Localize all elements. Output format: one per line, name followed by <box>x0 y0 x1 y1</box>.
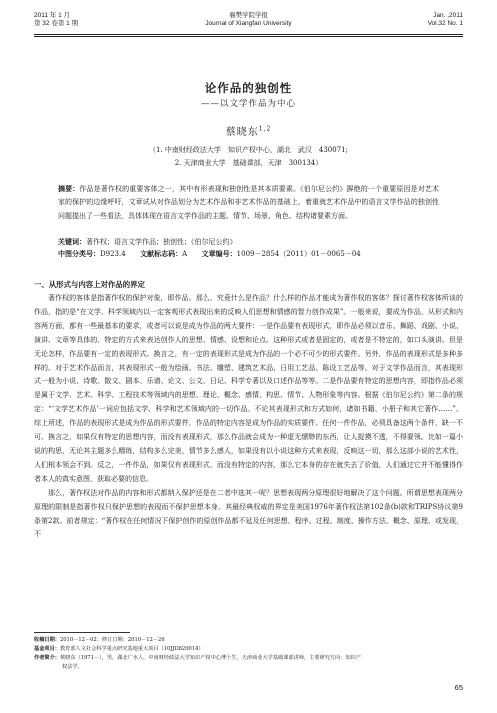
keywords-label: 关键词： <box>58 237 86 246</box>
keywords-row <box>58 236 439 248</box>
clc-label: 中图分类号： <box>58 249 100 258</box>
classification-row <box>58 248 439 260</box>
footnote-received <box>34 636 463 645</box>
header-date: 2011 年 1 月 <box>34 12 71 19</box>
fund-text: 教育部人文社会科学重点研究基地重大项目（10JJD820014） <box>59 646 204 652</box>
journal-name-en: Journal of Xiangfan University <box>205 20 292 27</box>
header-right <box>428 12 463 28</box>
author-line <box>0 123 497 138</box>
received-label: 收稿日期： <box>34 637 60 643</box>
header-volume: 第 32 卷第 1 期 <box>34 20 79 27</box>
running-header <box>34 12 463 34</box>
journal-name: 襄樊学院学报 <box>229 12 268 19</box>
page-number: 65 <box>454 683 463 692</box>
footnote-bio <box>34 654 463 672</box>
article-title: 论作品的独创性 <box>204 81 293 95</box>
abstract-text: 作品是著作权的重要客体之一，其中有形表现和独创性是其本质要素。《伯尔尼公约》摒绝的一个重要原因是对艺术家的保护的边缘呼吁，文章试从对作品划分为艺术作品和非艺术作品的基础上，着重就艺术作品中的语言文学作品的独创性问题提出了一些看法，具体体现在语言文学作品的主题、情节、场景、角色、结构诸要素方面。 <box>58 185 440 220</box>
bio-label: 作者简介： <box>34 655 60 661</box>
author-name: 蔡晓东 <box>225 127 259 138</box>
article-body <box>34 278 463 542</box>
clc-value: D923.4 <box>100 250 126 258</box>
affiliation-1: （1. 中南财经政法大学 知识产权中心，湖北 武汉 430071; <box>149 146 348 154</box>
header-date-en: Jan. ,2011 <box>433 12 463 19</box>
article-meta <box>58 236 439 260</box>
affiliation-2: 2. 天津商业大学 基础课部，天津 300134） <box>174 159 323 167</box>
header-rule <box>34 34 463 35</box>
fund-label: 基金项目： <box>34 646 60 652</box>
body-paragraph-2: 那么，著作权法对作品的内容和形式都纳入保护还是在二者中选其一呢？思想表现两分原理很好地解决了这个问题。所谓思想表现两分原理的限制是指著作权只保护思想的表现而不保护思想本身。其最经典权威的界定是美国1976年著作权法第102条(b)款和TRIPS协议第9条第2款。前者规定：“著作权在任何情况下保护创作的原创作品都不延及任何思想、程序、过程、制度、操作方法、概念、原理、或发现，不 <box>34 488 463 539</box>
bio-text-cont: 权法学。 <box>62 664 83 670</box>
header-rule-thin <box>34 36 463 37</box>
received-text: 2010－12－02；修订日期：2010－12－26 <box>59 637 165 643</box>
article-id-value: 1009－2854（2011）01－0065－04 <box>236 250 361 258</box>
header-center <box>34 12 463 28</box>
doc-code-label: 文献标志码： <box>140 249 183 258</box>
abstract <box>58 182 439 223</box>
keywords-text: 著作权；语言文学作品；独创性；《伯尔尼公约》 <box>86 238 237 246</box>
section-heading: 一、从形式与内容上对作品的界定 <box>34 280 145 289</box>
header-volume-en: Vol.32 No. 1 <box>427 20 463 27</box>
doc-code-value: A <box>182 250 188 258</box>
footnote-rule <box>34 632 130 633</box>
body-paragraph-1: 著作权的客体是指著作权的保护对象，即作品。那么，究竟什么是作品？什么样的作品才能成为著作权的客体？探讨著作权客体所谈的作品，指的是“在文学、科学领域内以一定客观形式表现出来的反映人们思想和情感的智力创作成果”。一般来说，要成为作品，从形式和内容两方面，都有一些最基本的要求，或者可以说是成为作品的两大要件：一是作品要有表现形式，即作品必须以音乐、舞蹈、戏剧、小说、演讲、文章等具体的、特定的方式来表达创作人的思想、情感、设想和论点。这种形式或者是固定的，或者是不特定的，如口头演讲。但是无论怎样，作品要有一定的表现形式。换言之，有一定的表现形式是成为作品的一个必不可少的形式要件。另外，作品的表现形式是多种多样的。对于艺术作品而言，其表现形式一般为绘画、书法、雕塑、建筑艺术品、日用工艺品、陈设工艺品等。对于文学作品而言，其表现形式一般为小说、诗歌、散文、剧本、乐谱、论文、公文、日记、科学专著以及口述作品等等。二是作品要有特定的思想内容，即指作品必须是属于文学、艺术、科学、工程技术等领域内的思想、理论、概念、感情、构思、情节、人物形象等内容。根据《伯尔尼公约》第二条的规定：“‘文学艺术作品’一词应包括文学、科学和艺术领域内的一切作品。不论其表现形式和方式如何，诸如书籍、小册子和其它著作……”。综上所述，作品的表现形式是成为作品的形式要件，作品的特定内容是成为作品的实质要件。任何一件作品，必须具备这两个条件，缺一不可。换言之，如果仅有特定的思想内容，而没有表现形式，那么作品就会成为一种虚无缥缈的东西，让人捉摸不透，不得要领。比如一篇小说的构思，无论其主题多么精练，结构多么完美，情节多么感人，如果没有以小说这种方式来表现，反映这一切，那么这部小说的艺术性，人们根本领会不到。反之，一件作品，如果仅有表现形式，而没有特定的内容，那么它本身的存在就失去了价值，人们通过它并不能懂得作者本人的真实意图，获取必要的信息。 <box>34 294 463 483</box>
bio-text: 蔡晓东（1971－），男，湖北广水人，中南财经政法大学知识产权中心博士生，天津商业大学基础课部讲师，主要研究方向：知识产 <box>59 655 362 661</box>
article-subtitle: ——以文学作品为中心 <box>200 99 296 109</box>
author-sup: 1,2 <box>258 125 272 133</box>
footnote-fund <box>34 645 463 654</box>
abstract-label: 摘要： <box>58 184 80 193</box>
article-id-label: 文章编号： <box>201 249 237 258</box>
